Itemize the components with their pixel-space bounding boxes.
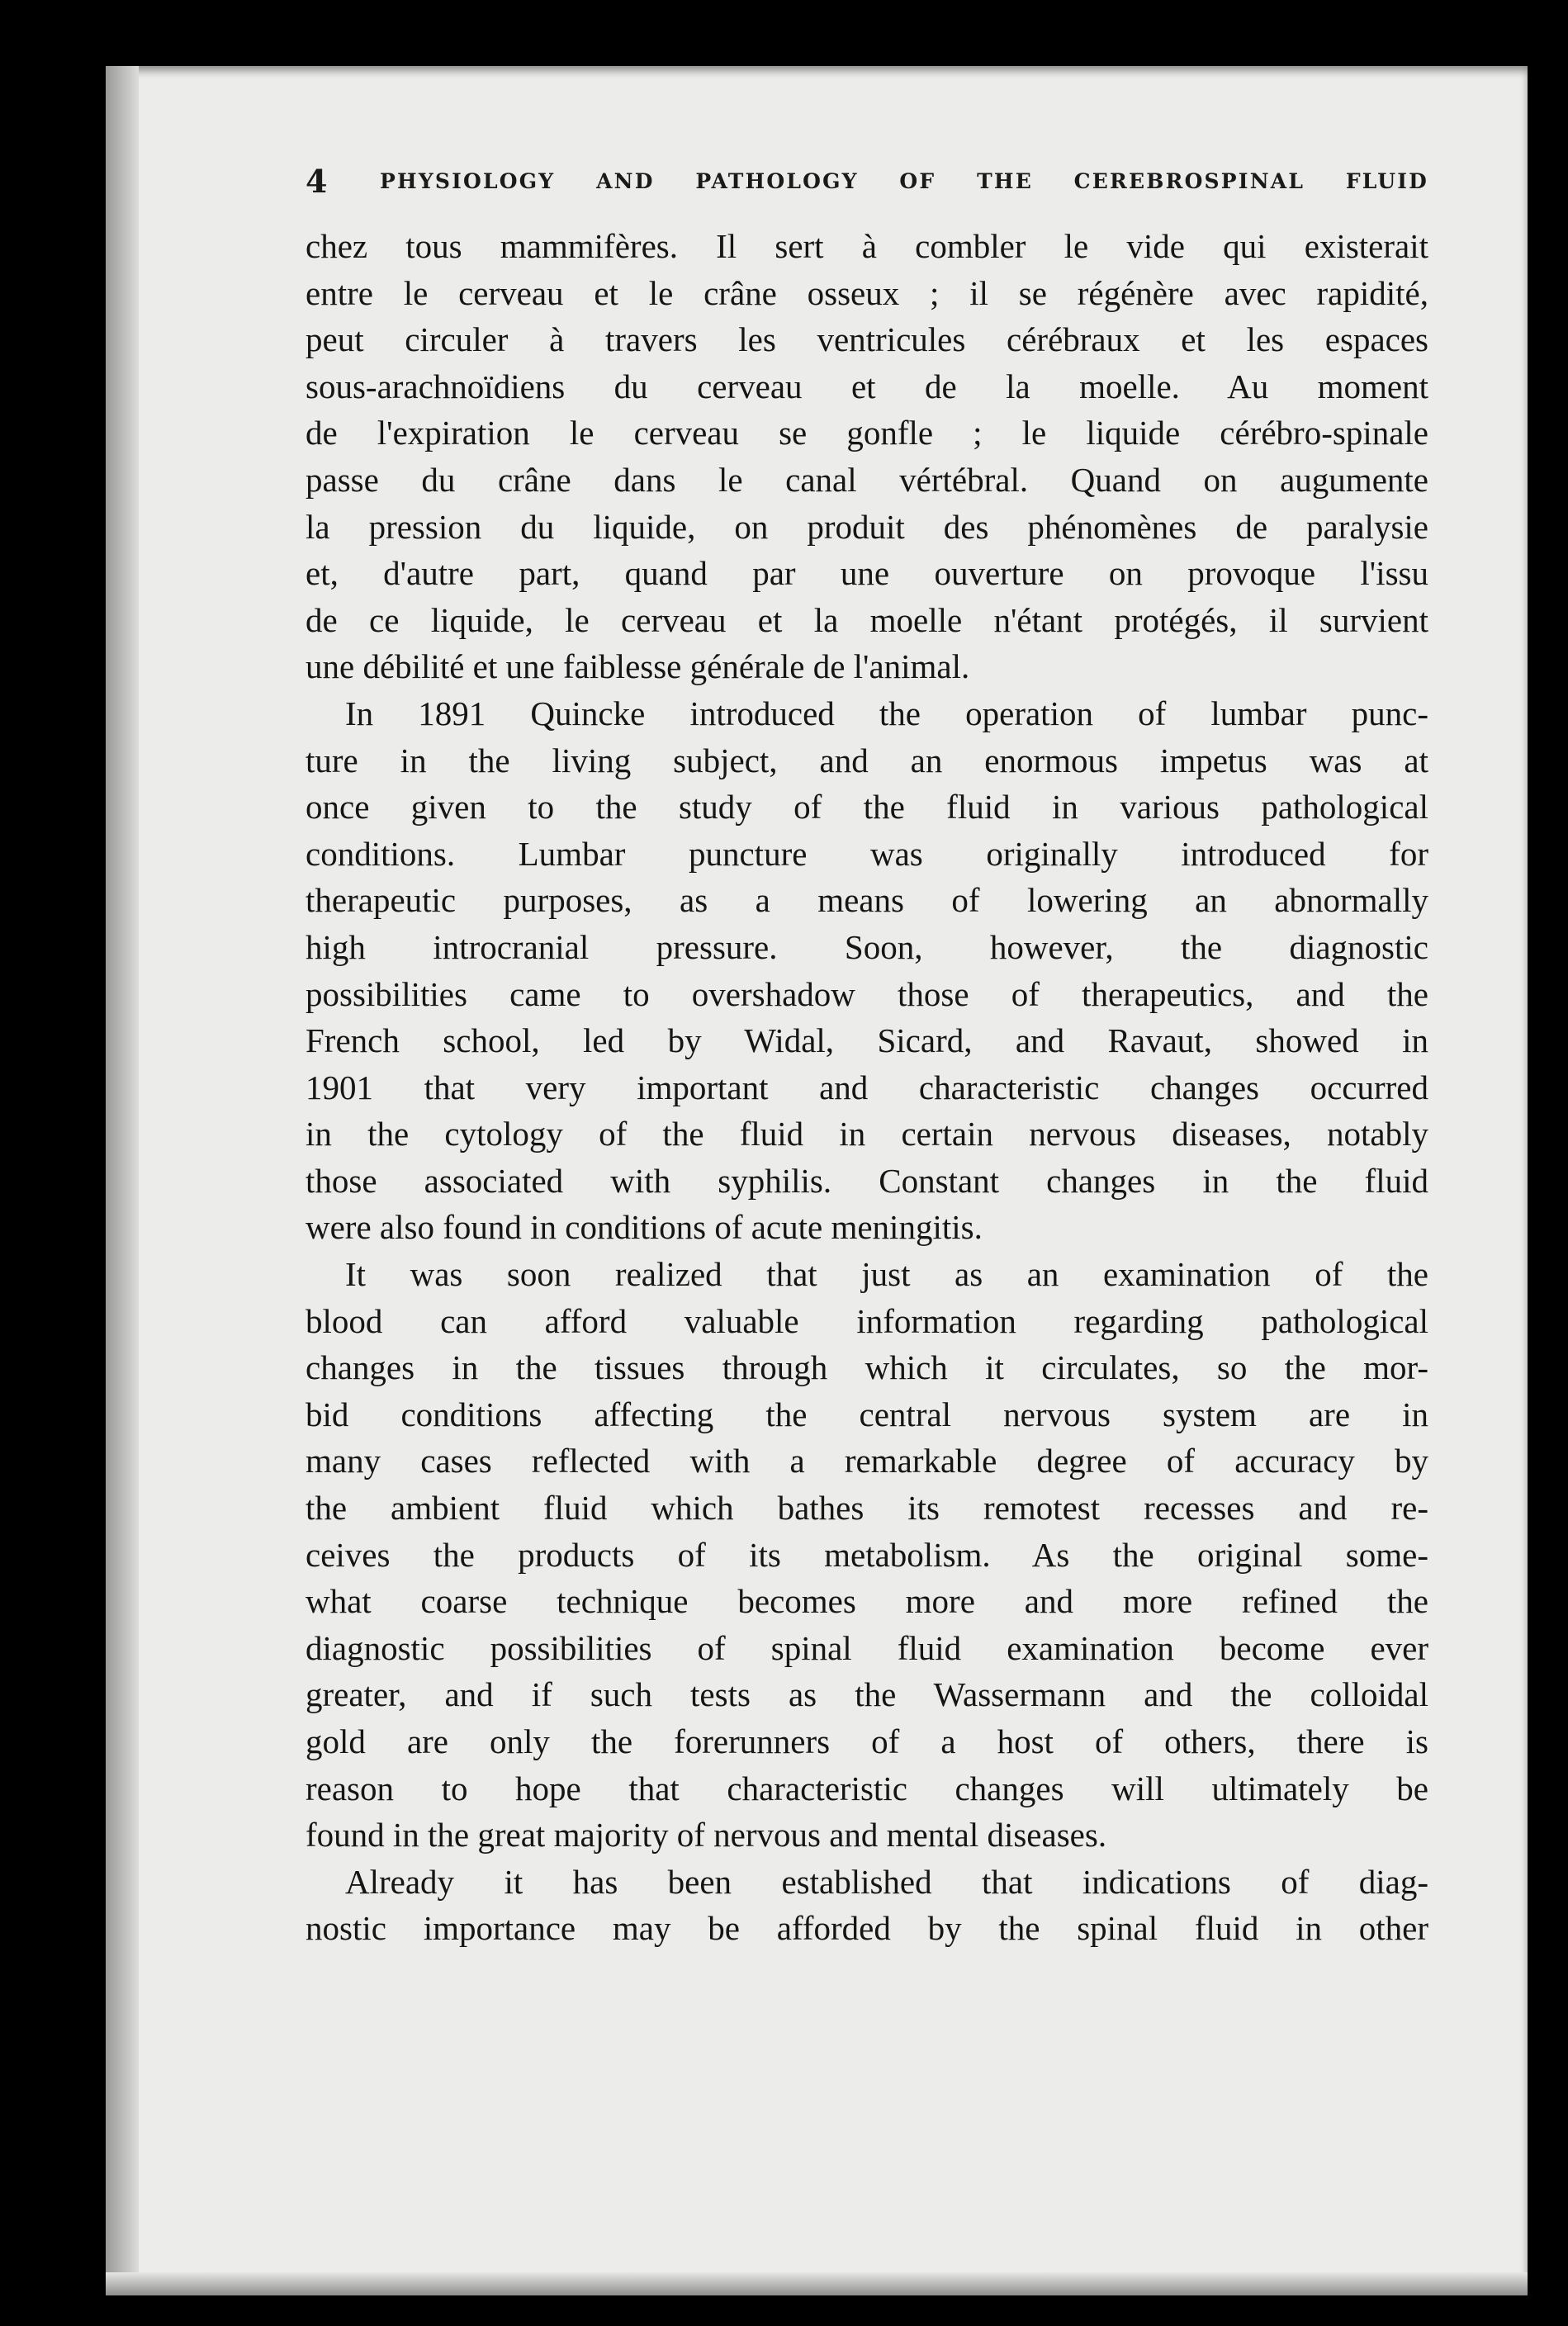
text-line: une débilité et une faiblesse générale de l'animal. <box>306 647 970 686</box>
text-line: those associated with syphilis. Constant changes in the fluid <box>306 1161 1428 1200</box>
text-line: French school, led by Widal, Sicard, and Ravaut, showed in <box>306 1021 1428 1060</box>
paragraph-start: In 1891 Quincke introduced the operation of lumbar punc- <box>345 694 1428 732</box>
text-line: et, d'autre part, quand par une ouverture on provoque l'issu <box>306 554 1428 593</box>
text-line: blood can afford valuable information regarding pathological <box>306 1301 1428 1340</box>
text-line: de ce liquide, le cerveau et la moelle n'étant protégés, il survient <box>306 600 1428 639</box>
text-line: diagnostic possibilities of spinal fluid examination become ever <box>306 1628 1428 1667</box>
paragraph-start: Already it has been established that indications of diag- <box>345 1862 1428 1901</box>
running-head: PHYSIOLOGY AND PATHOLOGY OF THE CEREBROSPINAL FLUID <box>380 169 1428 193</box>
text-line: what coarse technique becomes more and more refined the <box>306 1582 1428 1621</box>
text-line: la pression du liquide, on produit des phénomènes de paralysie <box>306 507 1428 546</box>
text-line: ceives the products of its metabolism. As the original some- <box>306 1535 1428 1574</box>
text-line: gold are only the forerunners of a host of others, there is <box>306 1722 1428 1760</box>
text-line: reason to hope that characteristic changes will ultimately be <box>306 1769 1428 1807</box>
text-line: many cases reflected with a remarkable degree of accuracy by <box>306 1442 1428 1480</box>
page-bottom-edge <box>106 2272 1528 2295</box>
text-line: greater, and if such tests as the Wassermann and the colloidal <box>306 1675 1428 1714</box>
text-line: in the cytology of the fluid in certain nervous diseases, notably <box>306 1115 1428 1154</box>
text-line: bid conditions affecting the central nervous system are in <box>306 1395 1428 1433</box>
text-line: ture in the living subject, and an enormous impetus was at <box>306 741 1428 779</box>
text-line: chez tous mammifères. Il sert à combler le vide qui existerait <box>306 227 1428 265</box>
page-header <box>306 157 1428 206</box>
text-line: conditions. Lumbar puncture was originally introduced for <box>306 834 1428 873</box>
text-line: passe du crâne dans le canal vértébral. Quand on augumente <box>306 460 1428 499</box>
text-line: the ambient fluid which bathes its remotest recesses and re- <box>306 1489 1428 1528</box>
text-line: changes in the tissues through which it circulates, so the mor- <box>306 1348 1428 1387</box>
text-line: nostic importance may be afforded by the spinal fluid in other <box>306 1909 1428 1948</box>
text-line: 1901 that very important and characteristic changes occurred <box>306 1068 1428 1106</box>
paragraph-start: It was soon realized that just as an examination of the <box>345 1255 1428 1294</box>
text-line: therapeutic purposes, as a means of lowering an abnormally <box>306 881 1428 920</box>
text-line: were also found in conditions of acute meningitis. <box>306 1208 983 1247</box>
text-line: found in the great majority of nervous and mental diseases. <box>306 1816 1107 1855</box>
text-line: possibilities came to overshadow those of therapeutics, and the <box>306 974 1428 1013</box>
page-number: 4 <box>306 163 328 200</box>
text-line: once given to the study of the fluid in various pathological <box>306 788 1428 827</box>
text-line: de l'expiration le cerveau se gonfle ; le liquide cérébro-spinale <box>306 414 1428 452</box>
text-line: peut circuler à travers les ventricules cérébraux et les espaces <box>306 320 1428 359</box>
body-text <box>306 223 1428 1952</box>
text-line: sous-arachnoïdiens du cerveau et de la moelle. Au moment <box>306 367 1428 405</box>
text-line: entre le cerveau et le crâne osseux ; il se régénère avec rapidité, <box>306 273 1428 312</box>
text-line: high introcranial pressure. Soon, however, the diagnostic <box>306 927 1428 966</box>
page-binding-shadow <box>106 66 139 2295</box>
